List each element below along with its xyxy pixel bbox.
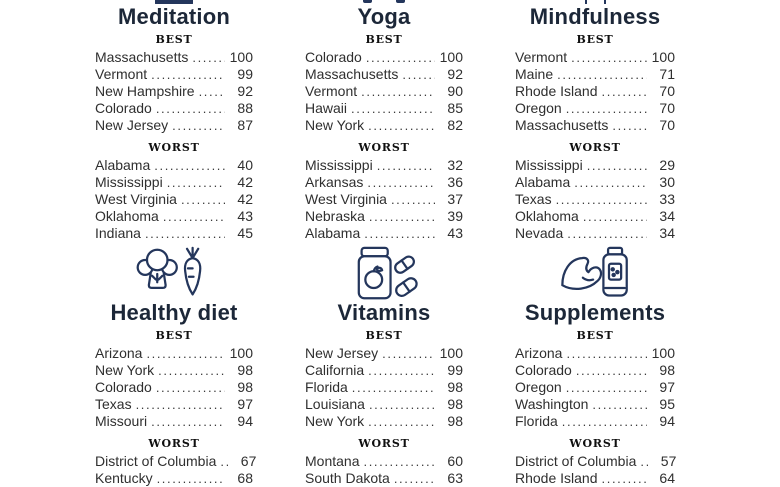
worst-list	[515, 157, 675, 242]
state-name: New York	[95, 362, 155, 378]
score-value: 100	[229, 345, 253, 361]
list-item	[515, 66, 675, 83]
state-name: Oregon	[515, 100, 562, 116]
best-list	[95, 345, 253, 430]
worst-label: WORST	[358, 141, 410, 154]
dotted-leader	[583, 208, 647, 225]
worst-label: WORST	[148, 141, 200, 154]
dotted-leader	[220, 453, 228, 470]
score-value: 87	[237, 117, 253, 133]
dotted-leader	[367, 174, 435, 191]
list-item	[305, 208, 463, 225]
state-name: Florida	[305, 379, 348, 395]
list-item	[515, 191, 675, 208]
dotted-leader	[366, 49, 435, 66]
list-item	[95, 157, 253, 174]
score-value: 98	[659, 362, 675, 378]
ranking-section	[305, 242, 463, 487]
list-item	[515, 100, 675, 117]
list-item	[305, 345, 463, 362]
ranking-section	[515, 242, 675, 487]
state-name: Indiana	[95, 225, 141, 241]
state-name: Mississippi	[95, 174, 163, 190]
dotted-leader	[566, 379, 647, 396]
best-list	[95, 49, 253, 134]
score-value: 90	[447, 83, 463, 99]
dotted-leader	[567, 225, 647, 242]
list-item	[95, 379, 253, 396]
dotted-leader	[368, 413, 435, 430]
dotted-leader	[556, 191, 647, 208]
score-value: 43	[447, 225, 463, 241]
worst-list	[515, 453, 675, 487]
state-name: Arizona	[515, 345, 563, 361]
state-name: Nebraska	[305, 208, 365, 224]
dotted-leader	[592, 396, 647, 413]
dotted-leader	[574, 174, 647, 191]
list-item	[95, 345, 253, 362]
worst-label: WORST	[358, 437, 410, 450]
dotted-leader	[566, 345, 647, 362]
list-item	[515, 345, 675, 362]
score-value: 63	[447, 470, 463, 486]
state-name: New Jersey	[95, 117, 169, 133]
dotted-leader	[391, 191, 435, 208]
score-value: 37	[447, 191, 463, 207]
list-item	[515, 453, 675, 470]
score-value: 68	[237, 470, 253, 486]
state-name: Colorado	[305, 49, 362, 65]
state-name: California	[305, 362, 365, 378]
state-name: District of Columbia	[95, 453, 217, 469]
state-name: New Jersey	[305, 345, 379, 361]
list-item	[305, 396, 463, 413]
list-item	[515, 470, 675, 487]
score-value: 70	[659, 83, 675, 99]
list-item	[515, 157, 675, 174]
list-item	[95, 191, 253, 208]
dotted-leader	[368, 117, 435, 134]
dotted-leader	[361, 83, 435, 100]
dotted-leader	[562, 413, 647, 430]
section-title: Meditation	[118, 4, 230, 29]
state-name: Oklahoma	[515, 208, 579, 224]
dotted-leader	[566, 100, 647, 117]
score-value: 95	[659, 396, 675, 412]
dotted-leader	[402, 66, 435, 83]
state-name: Texas	[95, 396, 132, 412]
list-item	[515, 225, 675, 242]
worst-list	[305, 453, 463, 487]
score-value: 67	[240, 453, 257, 469]
list-item	[305, 453, 463, 470]
dotted-leader	[167, 174, 225, 191]
list-item	[305, 470, 463, 487]
list-item	[305, 100, 463, 117]
score-value: 100	[229, 49, 253, 65]
state-name: West Virginia	[95, 191, 177, 207]
state-name: Colorado	[95, 379, 152, 395]
state-name: Alabama	[305, 225, 361, 241]
section-title: Mindfulness	[529, 4, 661, 29]
state-name: Massachusetts	[515, 117, 609, 133]
state-name: New York	[305, 117, 365, 133]
list-item	[305, 157, 463, 174]
score-value: 100	[439, 345, 463, 361]
best-list	[305, 345, 463, 430]
score-value: 92	[447, 66, 463, 82]
score-value: 92	[237, 83, 253, 99]
best-label: BEST	[576, 33, 614, 46]
list-item	[515, 362, 675, 379]
dotted-leader	[369, 208, 435, 225]
list-item	[95, 83, 253, 100]
score-value: 42	[237, 191, 253, 207]
best-list	[515, 345, 675, 430]
score-value: 88	[237, 100, 253, 116]
list-item	[95, 396, 253, 413]
best-label: BEST	[576, 329, 614, 342]
worst-label: WORST	[148, 437, 200, 450]
score-value: 97	[659, 379, 675, 395]
dotted-leader	[146, 345, 225, 362]
state-name: Nevada	[515, 225, 564, 241]
state-name: Louisiana	[305, 396, 365, 412]
list-item	[515, 396, 675, 413]
score-value: 98	[447, 396, 463, 412]
list-item	[515, 174, 675, 191]
state-name: Arkansas	[305, 174, 364, 190]
list-item	[305, 49, 463, 66]
list-item	[95, 208, 253, 225]
score-value: 33	[659, 191, 675, 207]
worst-list	[305, 157, 463, 242]
dotted-leader	[136, 396, 225, 413]
state-name: Maine	[515, 66, 554, 82]
state-name: Washington	[515, 396, 589, 412]
list-item	[95, 362, 253, 379]
state-name: Vermont	[305, 83, 358, 99]
dotted-leader	[156, 379, 225, 396]
state-name: Arizona	[95, 345, 143, 361]
state-name: Mississippi	[305, 157, 373, 173]
dotted-leader	[640, 453, 648, 470]
score-value: 98	[447, 379, 463, 395]
section-title: Vitamins	[337, 300, 431, 325]
state-name: West Virginia	[305, 191, 387, 207]
dotted-leader	[571, 49, 647, 66]
score-value: 45	[237, 225, 253, 241]
list-item	[515, 117, 675, 134]
worst-label: WORST	[569, 437, 621, 450]
dotted-leader	[158, 362, 225, 379]
best-label: BEST	[155, 329, 193, 342]
list-item	[305, 362, 463, 379]
state-name: Montana	[305, 453, 360, 469]
state-name: Alabama	[515, 174, 571, 190]
score-value: 57	[660, 453, 677, 469]
list-item	[515, 83, 675, 100]
ranking-section	[305, 0, 463, 242]
state-name: Rhode Island	[515, 83, 598, 99]
list-item	[515, 413, 675, 430]
state-name: Vermont	[95, 66, 148, 82]
dotted-leader	[368, 362, 435, 379]
list-item	[95, 100, 253, 117]
state-name: Florida	[515, 413, 558, 429]
score-value: 98	[447, 413, 463, 429]
best-list	[515, 49, 675, 134]
list-item	[95, 49, 253, 66]
state-name: South Dakota	[305, 470, 390, 486]
state-name: Hawaii	[305, 100, 348, 116]
score-value: 34	[659, 208, 675, 224]
list-item	[305, 66, 463, 83]
dotted-leader	[192, 49, 225, 66]
ranking-section	[95, 242, 257, 487]
dotted-leader	[587, 157, 647, 174]
worst-label: WORST	[569, 141, 621, 154]
state-name: Colorado	[95, 100, 152, 116]
dotted-leader	[151, 413, 225, 430]
dotted-leader	[602, 83, 647, 100]
score-value: 70	[659, 117, 675, 133]
score-value: 100	[651, 345, 675, 361]
list-item	[305, 83, 463, 100]
list-item	[305, 413, 463, 430]
state-name: Vermont	[515, 49, 568, 65]
score-value: 99	[447, 362, 463, 378]
state-name: Oregon	[515, 379, 562, 395]
section-title: Supplements	[524, 300, 666, 325]
score-value: 36	[447, 174, 463, 190]
best-label: BEST	[365, 33, 403, 46]
list-item	[305, 225, 463, 242]
dotted-leader	[151, 66, 225, 83]
score-value: 98	[237, 379, 253, 395]
score-value: 42	[237, 174, 253, 190]
score-value: 100	[651, 49, 675, 65]
list-item	[305, 174, 463, 191]
score-value: 39	[447, 208, 463, 224]
state-name: District of Columbia	[515, 453, 637, 469]
state-name: Mississippi	[515, 157, 583, 173]
list-item	[95, 117, 253, 134]
section-title: Healthy diet	[110, 300, 238, 325]
dotted-leader	[369, 396, 435, 413]
dotted-leader	[145, 225, 225, 242]
dotted-leader	[199, 83, 225, 100]
list-item	[515, 49, 675, 66]
dotted-leader	[602, 470, 647, 487]
state-name: Rhode Island	[515, 470, 598, 486]
dotted-leader	[181, 191, 225, 208]
dotted-leader	[154, 157, 225, 174]
state-name: Oklahoma	[95, 208, 159, 224]
best-label: BEST	[155, 33, 193, 46]
ranking-section	[515, 0, 675, 242]
score-value: 97	[237, 396, 253, 412]
state-name: Massachusetts	[305, 66, 399, 82]
score-value: 29	[659, 157, 675, 173]
score-value: 98	[237, 362, 253, 378]
list-item	[95, 174, 253, 191]
vitamin-jar-pills-icon	[344, 242, 424, 300]
score-value: 70	[659, 100, 675, 116]
list-item	[95, 225, 253, 242]
dotted-leader	[172, 117, 225, 134]
state-name: Colorado	[515, 362, 572, 378]
dotted-leader	[576, 362, 647, 379]
score-value: 82	[447, 117, 463, 133]
dotted-leader	[363, 453, 435, 470]
score-value: 64	[659, 470, 675, 486]
list-item	[95, 66, 253, 83]
score-value: 94	[659, 413, 675, 429]
best-label: BEST	[365, 329, 403, 342]
dotted-leader	[352, 379, 435, 396]
state-name: New Hampshire	[95, 83, 195, 99]
worst-list	[95, 453, 257, 487]
state-name: New York	[305, 413, 365, 429]
dotted-leader	[156, 100, 225, 117]
score-value: 40	[237, 157, 253, 173]
state-name: Texas	[515, 191, 552, 207]
state-name: Massachusetts	[95, 49, 189, 65]
score-value: 94	[237, 413, 253, 429]
score-value: 99	[237, 66, 253, 82]
score-value: 43	[237, 208, 253, 224]
worst-list	[95, 157, 253, 242]
list-item	[305, 117, 463, 134]
score-value: 32	[447, 157, 463, 173]
section-title: Yoga	[357, 4, 411, 29]
state-name: Alabama	[95, 157, 151, 173]
list-item	[95, 470, 253, 487]
list-item	[95, 453, 257, 470]
score-value: 34	[659, 225, 675, 241]
score-value: 71	[659, 66, 675, 82]
dotted-leader	[157, 470, 225, 487]
score-value: 30	[659, 174, 675, 190]
dotted-leader	[557, 66, 647, 83]
list-item	[305, 191, 463, 208]
list-item	[95, 413, 253, 430]
score-value: 100	[439, 49, 463, 65]
dotted-leader	[382, 345, 435, 362]
broccoli-carrot-icon	[134, 242, 214, 300]
list-item	[515, 379, 675, 396]
list-item	[305, 379, 463, 396]
dotted-leader	[377, 157, 435, 174]
dotted-leader	[612, 117, 647, 134]
dotted-leader	[364, 225, 435, 242]
state-name: Missouri	[95, 413, 148, 429]
best-list	[305, 49, 463, 134]
state-name: Kentucky	[95, 470, 153, 486]
score-value: 60	[447, 453, 463, 469]
ranking-section	[95, 0, 253, 242]
score-value: 85	[447, 100, 463, 116]
list-item	[515, 208, 675, 225]
dotted-leader	[163, 208, 225, 225]
dotted-leader	[351, 100, 435, 117]
dotted-leader	[394, 470, 435, 487]
muscle-arm-bottle-icon	[555, 242, 635, 300]
